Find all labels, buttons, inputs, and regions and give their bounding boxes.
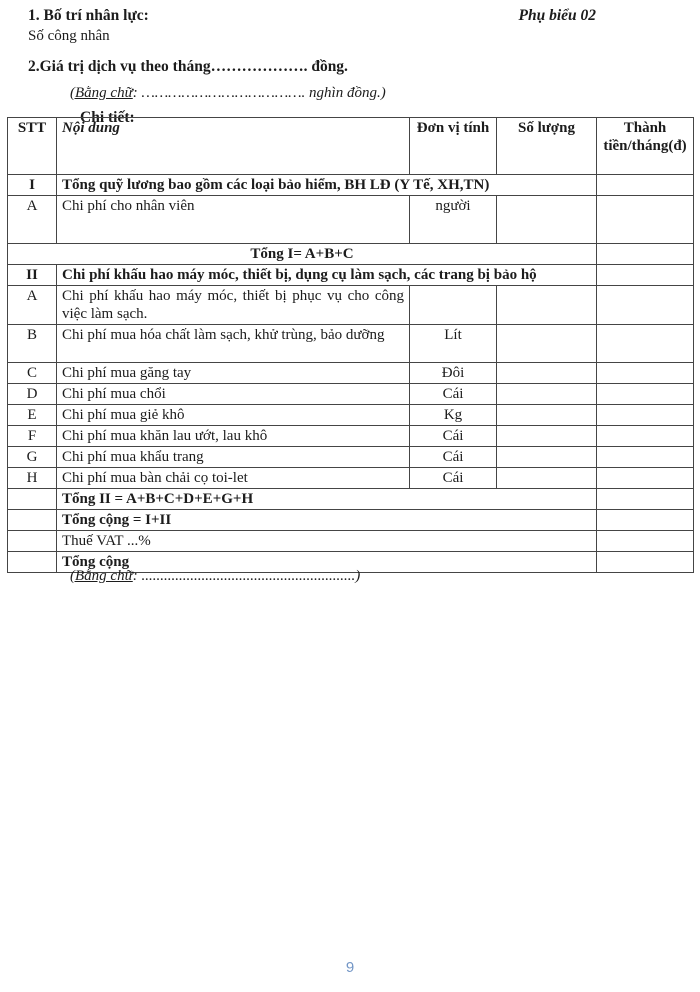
cell-thanh-tien xyxy=(597,552,694,573)
cell-grand-total-formula: Tổng cộng = I+II xyxy=(57,510,597,531)
cell-thanh-tien xyxy=(597,531,694,552)
cell-stt: I xyxy=(8,175,57,196)
cell-noi-dung: Chi phí khấu hao máy móc, thiết bị phục vụ cho công việc làm sạch. xyxy=(57,286,410,325)
cell-don-vi: người xyxy=(410,196,497,244)
table-row-II-B xyxy=(8,325,694,363)
cell-don-vi: Cái xyxy=(410,468,497,489)
amount-in-words-label: (Bằng chữ xyxy=(70,85,133,101)
col-header-noi-dung: Nội dung xyxy=(57,118,410,175)
table-row-II-E xyxy=(8,405,694,426)
cell-thanh-tien xyxy=(597,426,694,447)
cell-thanh-tien xyxy=(597,325,694,363)
amount-in-words-bottom-line xyxy=(70,568,360,585)
cell-total-I: Tổng I= A+B+C xyxy=(8,244,597,265)
cell-thanh-tien xyxy=(597,510,694,531)
cost-detail-table xyxy=(7,117,694,573)
cell-stt: D xyxy=(8,384,57,405)
cell-thanh-tien xyxy=(597,363,694,384)
cell-don-vi: Cái xyxy=(410,447,497,468)
cell-stt: C xyxy=(8,363,57,384)
cell-noi-dung: Chi phí cho nhân viên xyxy=(57,196,410,244)
amount-in-words-bottom-label: (Bằng chữ xyxy=(70,568,133,584)
table-row-grand-total-formula xyxy=(8,510,694,531)
table-row-total-II xyxy=(8,489,694,510)
cell-stt xyxy=(8,531,57,552)
cell-noi-dung: Chi phí mua bàn chải cọ toi-let xyxy=(57,468,410,489)
table-row-II-A xyxy=(8,286,694,325)
cell-stt: H xyxy=(8,468,57,489)
table-row-II-D xyxy=(8,384,694,405)
cell-noi-dung: Tổng quỹ lương bao gồm các loại bảo hiểm, BH LĐ (Y Tế, XH,TN) xyxy=(57,175,597,196)
cell-thanh-tien xyxy=(597,244,694,265)
table-row-II-G xyxy=(8,447,694,468)
section-2-title: 2.Giá trị dịch vụ theo tháng………………. đồng. xyxy=(28,58,348,75)
annex-label: Phụ biểu 02 xyxy=(518,7,596,24)
table-row-I-A xyxy=(8,196,694,244)
cell-so-luong xyxy=(497,447,597,468)
cell-so-luong xyxy=(497,405,597,426)
cell-noi-dung: Chi phí mua chổi xyxy=(57,384,410,405)
cell-grand-total: Tổng cộng xyxy=(57,552,597,573)
cell-stt: A xyxy=(8,196,57,244)
table-row-total-I xyxy=(8,244,694,265)
amount-in-words-bottom-dots: : .........................................................) xyxy=(132,568,361,584)
page-number: 9 xyxy=(345,959,355,976)
cell-noi-dung: Chi phí mua găng tay xyxy=(57,363,410,384)
worker-count-label: Số công nhân xyxy=(28,28,110,44)
cell-stt: F xyxy=(8,426,57,447)
col-header-so-luong: Số lượng xyxy=(497,118,597,175)
table-row-section-I xyxy=(8,175,694,196)
cell-don-vi xyxy=(410,286,497,325)
cell-stt: II xyxy=(8,265,57,286)
table-row-II-F xyxy=(8,426,694,447)
cell-don-vi: Cái xyxy=(410,426,497,447)
cell-so-luong xyxy=(497,426,597,447)
document-header xyxy=(28,7,596,127)
cell-don-vi: Cái xyxy=(410,384,497,405)
cell-stt: G xyxy=(8,447,57,468)
table-row-II-H xyxy=(8,468,694,489)
cell-don-vi: Đôi xyxy=(410,363,497,384)
cell-vat: Thuế VAT ...% xyxy=(57,531,597,552)
section-1-title: 1. Bố trí nhân lực: xyxy=(28,7,149,24)
col-header-stt: STT xyxy=(8,118,57,175)
cell-don-vi: Lít xyxy=(410,325,497,363)
cell-so-luong xyxy=(497,286,597,325)
header-line-1 xyxy=(28,7,596,25)
detail-label: Chi tiết: xyxy=(80,109,135,126)
cell-noi-dung: Chi phí mua khăn lau ướt, lau khô xyxy=(57,426,410,447)
cell-thanh-tien xyxy=(597,196,694,244)
col-header-don-vi: Đơn vị tính xyxy=(410,118,497,175)
cell-stt xyxy=(8,510,57,531)
cell-noi-dung: Chi phí khấu hao máy móc, thiết bị, dụng cụ làm sạch, các trang bị bảo hộ xyxy=(57,265,597,286)
cell-so-luong xyxy=(497,325,597,363)
cell-thanh-tien xyxy=(597,286,694,325)
cell-thanh-tien xyxy=(597,447,694,468)
cell-noi-dung: Chi phí mua giẻ khô xyxy=(57,405,410,426)
table-row-II-C xyxy=(8,363,694,384)
cell-so-luong xyxy=(497,196,597,244)
cell-noi-dung: Chi phí mua hóa chất làm sạch, khử trùng, bảo dưỡng xyxy=(57,325,410,363)
cell-so-luong xyxy=(497,363,597,384)
cell-don-vi: Kg xyxy=(410,405,497,426)
col-header-thanh-tien: Thành tiền/tháng(đ) xyxy=(597,118,694,175)
cell-stt: B xyxy=(8,325,57,363)
cell-thanh-tien xyxy=(597,405,694,426)
amount-in-words-line xyxy=(70,85,596,102)
cell-stt xyxy=(8,489,57,510)
table-row-vat xyxy=(8,531,694,552)
cell-thanh-tien xyxy=(597,489,694,510)
cell-stt xyxy=(8,552,57,573)
cell-so-luong xyxy=(497,468,597,489)
table-header-row xyxy=(8,118,694,175)
cell-noi-dung: Chi phí mua khẩu trang xyxy=(57,447,410,468)
cell-thanh-tien xyxy=(597,265,694,286)
amount-in-words-dots: : ………………………………. nghìn đồng.) xyxy=(132,85,386,101)
cell-thanh-tien xyxy=(597,175,694,196)
cell-so-luong xyxy=(497,384,597,405)
cell-stt: E xyxy=(8,405,57,426)
cell-thanh-tien xyxy=(597,384,694,405)
table-row-section-II xyxy=(8,265,694,286)
cell-thanh-tien xyxy=(597,468,694,489)
cell-total-II: Tổng II = A+B+C+D+E+G+H xyxy=(57,489,597,510)
cell-stt: A xyxy=(8,286,57,325)
